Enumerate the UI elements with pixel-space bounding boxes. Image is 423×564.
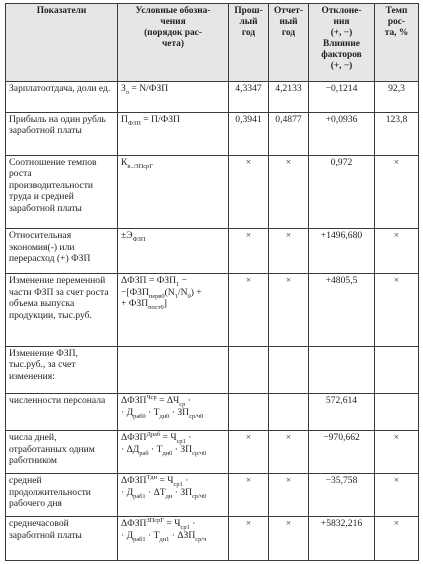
row-prev <box>229 346 269 393</box>
table-row <box>6 346 419 393</box>
table-row <box>6 393 419 430</box>
row-deviation: 572,614 <box>309 393 375 430</box>
row-deviation: −35,758 <box>309 474 375 517</box>
row-deviation: +0,0936 <box>309 112 375 155</box>
table-row <box>6 474 419 517</box>
row-deviation: 0,972 <box>309 155 375 229</box>
row-report <box>269 346 309 393</box>
row-prev <box>229 393 269 430</box>
row-indicator: средней продолжительности рабочего дня <box>6 474 118 517</box>
row-rate: × <box>375 431 419 474</box>
row-formula: $П_{ФЗП} = П/ФЗП$ <box>118 112 229 155</box>
row-report: 0,4877 <box>269 112 309 155</box>
row-report: 4,2133 <box>269 82 309 113</box>
row-rate: 92,3 <box>375 82 419 113</box>
header-prev-year: Прош- лый год <box>229 4 269 82</box>
row-formula: $\pm Э_{ФЗП}$ <box>118 229 229 274</box>
row-report: × <box>269 229 309 274</box>
row-indicator: числа дней, отработанных одним работником <box>6 431 118 474</box>
row-rate: × <box>375 274 419 347</box>
table-row <box>6 155 419 229</box>
header-deviation: Отклоне- ния (+, −) Влияние факторов (+, −) <box>309 4 375 82</box>
row-deviation: +5832,216 <box>309 516 375 560</box>
row-report: × <box>269 274 309 347</box>
row-prev: × <box>229 274 269 347</box>
row-indicator: численности персонала <box>6 393 118 430</box>
row-deviation: −970,662 <box>309 431 375 474</box>
row-indicator: Относительная экономия(-) или перерасход (+) ФЗП <box>6 229 118 274</box>
row-prev: 0,3941 <box>229 112 269 155</box>
table-row <box>6 516 419 560</box>
row-deviation: −0,1214 <box>309 82 375 113</box>
row-prev: × <box>229 516 269 560</box>
row-formula: $\Delta ФЗП^{Тдн} = Ч_{ср1}$ · · $Д_{раб1} \cdot \Delta Т_{дн} \cdot ЗП_{ср/ч0}$ <box>118 474 229 517</box>
row-rate: × <box>375 474 419 517</box>
header-growth-rate: Темп рос- та, % <box>375 4 419 82</box>
row-deviation: +1496,680 <box>309 229 375 274</box>
row-prev: × <box>229 431 269 474</box>
row-deviation <box>309 346 375 393</box>
header-report-year: Отчет- ный год <box>269 4 309 82</box>
row-formula: $\Delta ФЗП^{Драб} = Ч_{ср1}$ · · $\Delta Д_{раб} \cdot Т_{дн0} \cdot ЗП_{ср/ч0}$ <box>118 431 229 474</box>
row-rate: 123,8 <box>375 112 419 155</box>
table-row <box>6 229 419 274</box>
financial-indicators-table <box>5 3 419 561</box>
row-formula: $\Delta ФЗП^{Чср} = \Delta Ч_{ср}$ · · $Д_{раб0} \cdot Т_{дн0} \cdot ЗП_{ср/ч0}$ <box>118 393 229 430</box>
row-prev: 4,3347 <box>229 82 269 113</box>
header-notation: Условные обозна- чения (порядок рас- чета) <box>118 4 229 82</box>
row-indicator: Изменение ФЗП, тыс.руб., за счет изменения: <box>6 346 118 393</box>
row-indicator: Зарплатоотдача, доли ед. <box>6 82 118 113</box>
row-indicator: Соотношение темпов роста производительности труда и средней заработной платы <box>6 155 118 229</box>
row-report: × <box>269 516 309 560</box>
row-indicator: Изменение переменной части ФЗП за счет роста объема выпуска продукции, тыс.руб. <box>6 274 118 347</box>
row-indicator: среднечасовой заработной платы <box>6 516 118 560</box>
row-formula: $\Delta ФЗП = ФЗП_1$ − $-[ФЗП_{перв0}(N_1/N_0)$ + + $ФЗП_{пост0}$] <box>118 274 229 347</box>
table-row <box>6 431 419 474</box>
row-rate <box>375 393 419 430</box>
row-prev: × <box>229 229 269 274</box>
row-formula <box>118 346 229 393</box>
row-rate: × <box>375 229 419 274</box>
row-formula: $К_{в../ЗПсрГ}$ <box>118 155 229 229</box>
row-prev: × <box>229 155 269 229</box>
row-deviation: +4805,5 <box>309 274 375 347</box>
row-formula: $\Delta ФЗП^{ЗПсрГ} = Ч_{ср1}$ · · $Д_{раб1} \cdot Т_{дн1} \cdot \Delta ЗП_{ср/ч}$ <box>118 516 229 560</box>
row-report: × <box>269 155 309 229</box>
table-row <box>6 82 419 113</box>
row-prev: × <box>229 474 269 517</box>
table-row <box>6 274 419 347</box>
header-indicator: Показатели <box>6 4 118 82</box>
row-report <box>269 393 309 430</box>
row-indicator: Прибыль на один рубль заработной платы <box>6 112 118 155</box>
row-rate: × <box>375 155 419 229</box>
row-report: × <box>269 474 309 517</box>
row-rate <box>375 346 419 393</box>
row-rate: × <box>375 516 419 560</box>
row-report: × <box>269 431 309 474</box>
table-row <box>6 112 419 155</box>
row-formula: $З_о = N/ФЗП$ <box>118 82 229 113</box>
